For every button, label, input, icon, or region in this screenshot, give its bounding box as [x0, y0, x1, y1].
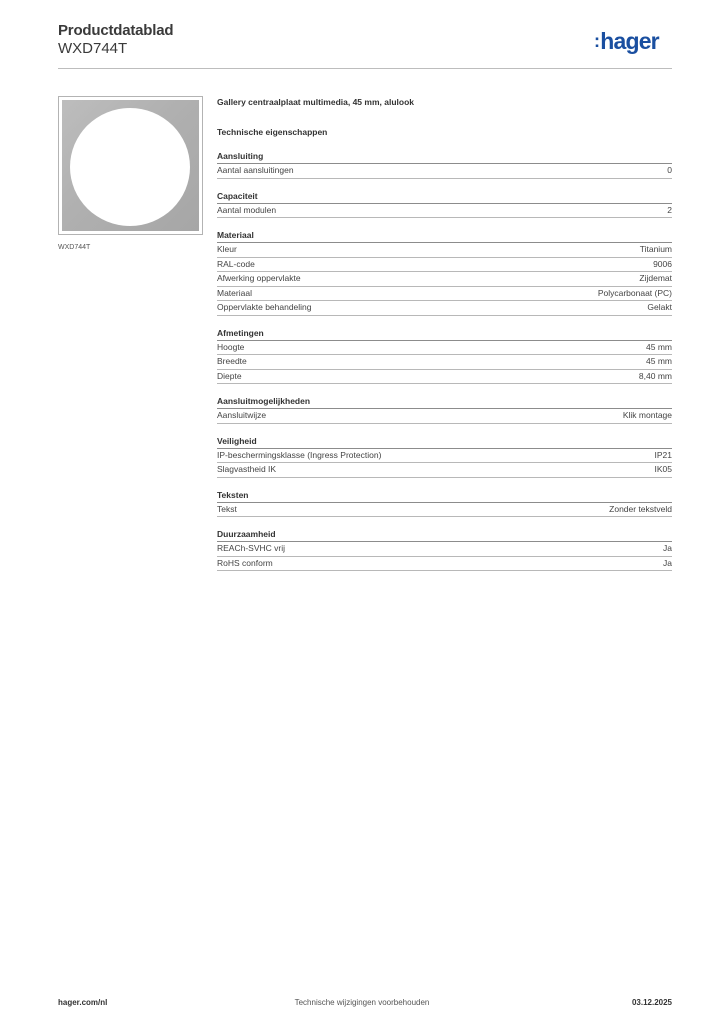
- spec-label: Oppervlakte behandeling: [217, 302, 312, 312]
- spec-label: Diepte: [217, 370, 242, 381]
- spec-value: IP21: [654, 449, 672, 460]
- image-caption: WXD744T: [58, 244, 91, 251]
- section-title: Duurzaamheid: [217, 529, 672, 542]
- footer-disclaimer: Technische wijzigingen voorbehouden: [294, 998, 430, 1007]
- spec-value: Gelakt: [647, 302, 672, 312]
- spec-value: 45 mm: [646, 356, 672, 366]
- spec-section: [217, 151, 672, 179]
- spec-label: Hoogte: [217, 341, 245, 352]
- spec-label: Tekst: [217, 503, 237, 514]
- spec-row: [217, 409, 672, 424]
- spec-label: RAL-code: [217, 258, 255, 269]
- cover-plate-graphic: [62, 100, 199, 231]
- spec-value: 2: [667, 204, 672, 215]
- spec-section: [217, 328, 672, 385]
- article-number: WXD744T: [58, 40, 128, 57]
- spec-value: Ja: [663, 557, 672, 568]
- spec-value: Ja: [663, 543, 672, 553]
- section-title: Materiaal: [217, 230, 672, 243]
- logo-colon: :: [594, 31, 600, 51]
- spec-label: Aantal aansluitingen: [217, 165, 294, 175]
- spec-row: [217, 287, 672, 302]
- spec-label: Kleur: [217, 244, 237, 254]
- product-image: [58, 96, 203, 235]
- page-title: Productdatablad: [58, 22, 174, 39]
- spec-row: [217, 503, 672, 518]
- spec-row: [217, 341, 672, 356]
- spec-value: IK05: [654, 464, 672, 474]
- spec-label: Materiaal: [217, 287, 252, 298]
- spec-label: IP-beschermingsklasse (Ingress Protection): [217, 449, 382, 460]
- spec-section: [217, 191, 672, 219]
- spec-row: [217, 272, 672, 287]
- spec-label: Slagvastheid IK: [217, 464, 277, 474]
- spec-row: [217, 258, 672, 273]
- spec-section: [217, 230, 672, 316]
- footer-date: 03.12.2025: [631, 998, 672, 1007]
- spec-row: [217, 164, 672, 179]
- spec-section: [217, 436, 672, 478]
- section-title: Teksten: [217, 490, 672, 503]
- spec-row: [217, 463, 672, 478]
- spec-value: Zonder tekstveld: [609, 503, 672, 514]
- spec-label: Breedte: [217, 356, 247, 366]
- spec-row: [217, 243, 672, 258]
- spec-row: [217, 449, 672, 464]
- spec-section: [217, 490, 672, 518]
- spec-row: [217, 355, 672, 370]
- logo-text: hager: [600, 28, 659, 54]
- plate-opening: [70, 108, 190, 226]
- spec-label: Afwerking oppervlakte: [217, 273, 301, 283]
- spec-value: 45 mm: [646, 341, 672, 352]
- section-title: Veiligheid: [217, 436, 672, 449]
- section-title: Aansluiting: [217, 151, 672, 164]
- technical-properties-title: Technische eigenschappen: [217, 127, 328, 137]
- spec-value: Titanium: [639, 244, 672, 254]
- spec-content: [217, 96, 672, 571]
- section-title: Afmetingen: [217, 328, 672, 341]
- hager-logo: [594, 30, 659, 53]
- section-title: Capaciteit: [217, 191, 672, 204]
- spec-value: Zijdemat: [639, 273, 672, 283]
- spec-section: [217, 529, 672, 571]
- spec-value: 8,40 mm: [638, 370, 672, 381]
- spec-value: Polycarbonaat (PC): [597, 287, 672, 298]
- spec-value: Klik montage: [622, 410, 672, 420]
- spec-label: Aansluitwijze: [217, 410, 267, 420]
- spec-section: [217, 396, 672, 424]
- spec-value: 0: [667, 165, 672, 175]
- spec-row: [217, 370, 672, 385]
- spec-row: [217, 542, 672, 557]
- spec-label: RoHS conform: [217, 557, 273, 568]
- spec-label: REACh-SVHC vrij: [217, 543, 286, 553]
- header-divider: [58, 68, 672, 69]
- footer-website[interactable]: hager.com/nl: [58, 998, 108, 1007]
- spec-sections: [217, 151, 672, 571]
- product-description: Gallery centraalplaat multimedia, 45 mm, alulook: [217, 97, 414, 107]
- spec-row: [217, 204, 672, 219]
- spec-row: [217, 557, 672, 572]
- spec-label: Aantal modulen: [217, 204, 277, 215]
- spec-row: [217, 301, 672, 316]
- spec-value: 9006: [653, 258, 672, 269]
- section-title: Aansluitmogelijkheden: [217, 396, 672, 409]
